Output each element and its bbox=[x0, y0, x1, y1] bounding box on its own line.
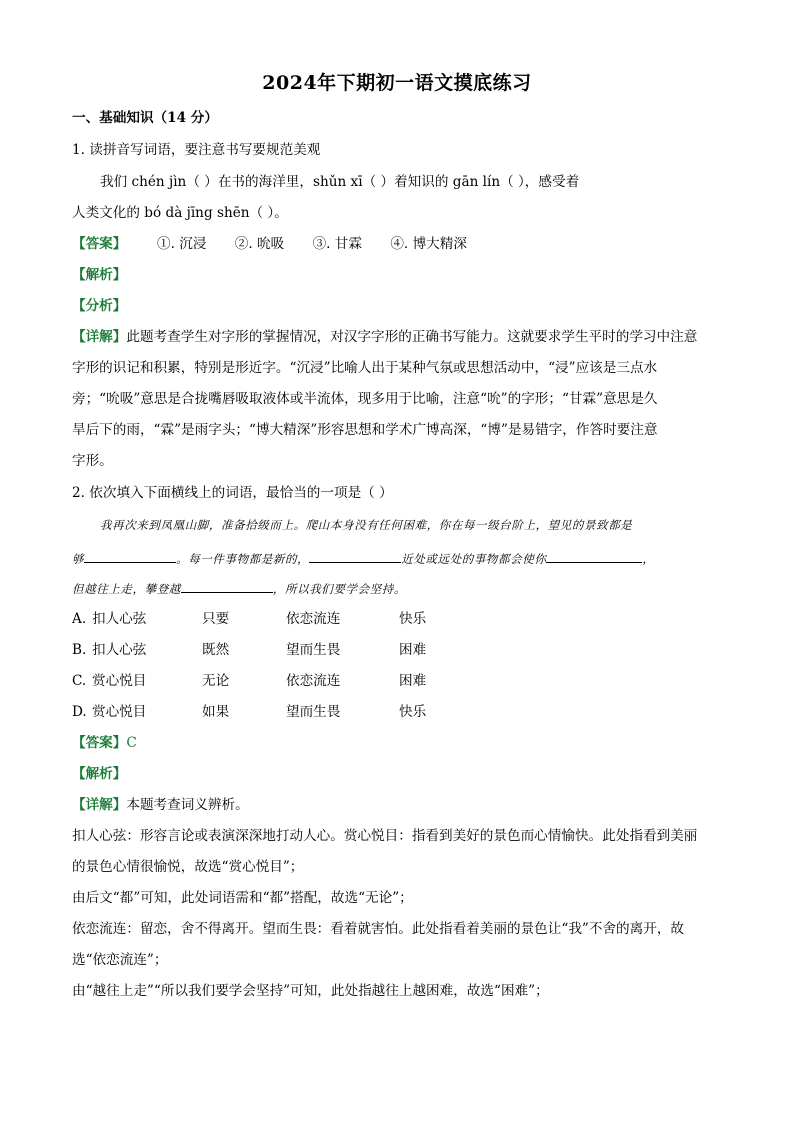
q2-passage-line-2 bbox=[72, 548, 722, 568]
option-label: A. bbox=[72, 611, 87, 627]
q1-detail-line-2: 字形的识记和积累，特别是形近字。“沉浸”比喻人出于某种气氛或思想活动中，“浸”应该是三点水 bbox=[72, 360, 658, 376]
q2-detail-line-4: 依恋流连：留恋，舍不得离开。望而生畏：看着就害怕。此处指看着美丽的景色让“我”不舍的离开，故 bbox=[72, 921, 685, 937]
q1-answer-row bbox=[72, 234, 491, 254]
fill-blank-1 bbox=[84, 548, 176, 563]
q2-detail-line-2: 的景色心情很愉悦，故选“赏心悦目”； bbox=[72, 859, 304, 875]
page-title: 2024年下期初一语文摸底练习 bbox=[262, 72, 532, 94]
option-word: 如果 bbox=[202, 704, 230, 720]
option-word: 望而生畏 bbox=[286, 642, 341, 658]
q2-answer-row bbox=[72, 733, 137, 753]
detail-text: 此题考查学生对字形的掌握情况，对汉字字形的正确书写能力。这就要求学生平时的学习中注意 bbox=[126, 329, 698, 345]
q1-fenxi-tag: 【分析】 bbox=[72, 298, 127, 314]
option-word: 望而生畏 bbox=[286, 704, 341, 720]
passage-text: 够 bbox=[72, 552, 85, 566]
option-word: 扣人心弦 bbox=[92, 642, 147, 658]
q2-answer: C bbox=[126, 735, 137, 751]
q2-detail-line-3: 由后文“都”可知，此处词语需和“都”搭配，故选“无论”； bbox=[72, 890, 413, 906]
q1-detail-line-4: 旱后下的雨，“霖”是雨字头；“博大精深”形容思想和学术广博高深，“博”是易错字，作答时要注意 bbox=[72, 422, 658, 438]
option-word: 赏心悦目 bbox=[92, 673, 147, 689]
fill-blank-4 bbox=[181, 578, 273, 593]
option-label: D. bbox=[72, 704, 87, 720]
q2-option-b bbox=[72, 640, 426, 660]
q1-jiexi-tag: 【解析】 bbox=[72, 267, 127, 283]
option-word: 快乐 bbox=[399, 704, 427, 720]
option-word: 依恋流连 bbox=[286, 611, 341, 627]
q1-detail-line-1 bbox=[72, 327, 697, 347]
q2-stem: 2. 依次填入下面横线上的词语，最恰当的一项是（ ） bbox=[72, 485, 393, 501]
passage-text: 近处或远处的事物都会使你 bbox=[401, 552, 547, 566]
q1-detail-line-3: 旁；“吮吸”意思是合拢嘴唇吸取液体或半流体，现多用于比喻，注意“吮”的字形；“甘霖”意思是久 bbox=[72, 391, 658, 407]
q1-detail-line-5: 字形。 bbox=[72, 453, 113, 469]
answer-tag: 【答案】 bbox=[72, 735, 127, 751]
option-word: 快乐 bbox=[399, 611, 427, 627]
fill-blank-2 bbox=[309, 548, 401, 563]
q1-answer-1: ①. 沉浸 bbox=[157, 236, 207, 252]
q1-answer-4: ④. 博大精深 bbox=[390, 236, 467, 252]
fill-blank-3 bbox=[546, 548, 642, 563]
passage-text: 。每一件事物都是新的， bbox=[176, 552, 310, 566]
q1-answer-2: ②. 吮吸 bbox=[234, 236, 285, 252]
q1-pinyin-line-1: 我们 chén jìn（ ）在书的海洋里，shǔn xī（ ）着知识的 gān lín（ ），感受着 bbox=[100, 174, 580, 190]
q1-stem: 1. 读拼音写词语，要注意书写要规范美观 bbox=[72, 142, 321, 158]
option-label: C. bbox=[72, 673, 87, 689]
passage-text: 但越往上走，攀登越 bbox=[72, 582, 181, 596]
option-word: 赏心悦目 bbox=[92, 704, 147, 720]
q2-option-d bbox=[72, 702, 426, 722]
option-label: B. bbox=[72, 642, 87, 658]
option-word: 依恋流连 bbox=[286, 673, 341, 689]
q2-detail-line-1: 扣人心弦：形容言论或表演深深地打动人心。赏心悦目：指看到美好的景色而心情愉快。此处指看到美丽 bbox=[72, 828, 698, 844]
q2-passage-line-3 bbox=[72, 578, 722, 598]
option-word: 无论 bbox=[202, 673, 230, 689]
q2-passage-line-1: 我再次来到凤凰山脚，准备拾级而上。爬山本身没有任何困难，你在每一级台阶上，望见的景致都是 bbox=[100, 518, 633, 532]
passage-text: ，所以我们要学会坚持。 bbox=[272, 582, 407, 596]
passage-text: ， bbox=[642, 552, 655, 566]
detail-tag: 【详解】 bbox=[72, 797, 127, 813]
detail-tag: 【详解】 bbox=[72, 329, 127, 345]
detail-text: 本题考查词义辨析。 bbox=[126, 797, 249, 813]
q2-detail-first bbox=[72, 795, 249, 815]
answer-tag: 【答案】 bbox=[72, 236, 127, 252]
q2-detail-line-6: 由“越往上走”“所以我们要学会坚持”可知，此处指越往上越困难，故选“困难”； bbox=[72, 983, 549, 999]
q2-option-c bbox=[72, 671, 426, 691]
q2-detail-line-5: 选“依恋流连”； bbox=[72, 952, 168, 968]
option-word: 只要 bbox=[202, 611, 230, 627]
option-word: 困难 bbox=[399, 673, 427, 689]
option-word: 扣人心弦 bbox=[92, 611, 147, 627]
q2-option-a bbox=[72, 609, 426, 629]
option-word: 困难 bbox=[399, 642, 427, 658]
q1-answer-3: ③. 甘霖 bbox=[312, 236, 362, 252]
q2-jiexi-tag: 【解析】 bbox=[72, 766, 127, 782]
section-heading: 一、基础知识（14 分） bbox=[72, 110, 218, 126]
option-word: 既然 bbox=[202, 642, 230, 658]
q1-pinyin-line-2: 人类文化的 bó dà jīng shēn（ ）。 bbox=[72, 205, 288, 221]
